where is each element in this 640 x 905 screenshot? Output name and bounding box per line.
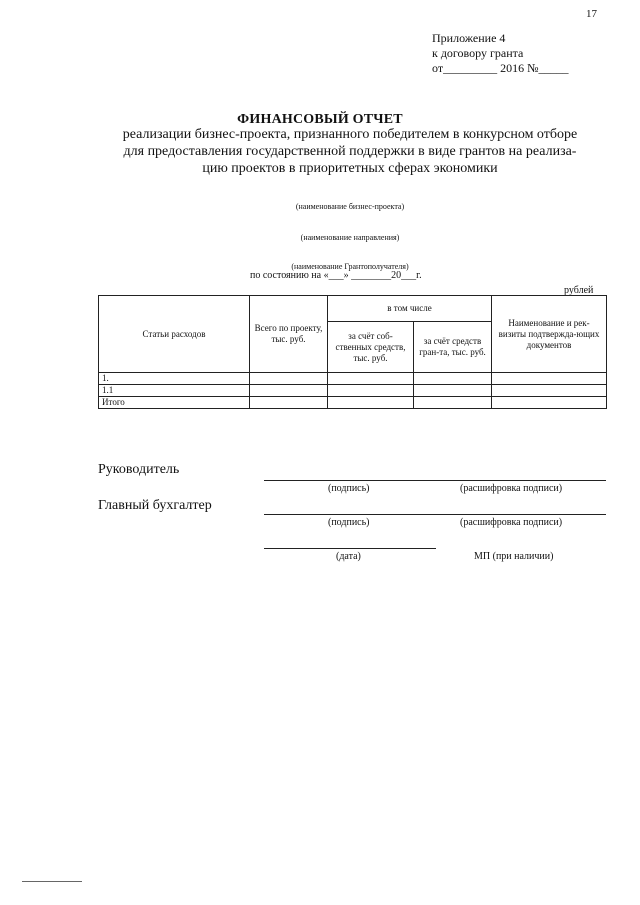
as-of-date: по состоянию на «___» ________20___г. (250, 270, 422, 281)
currency-label: рублей (564, 285, 594, 296)
report-subtitle (90, 126, 610, 177)
appendix-line-1: Приложение 4 (432, 31, 506, 45)
cell-own[interactable] (328, 373, 414, 385)
table-row (99, 385, 607, 397)
accountant-label: Главный бухгалтер (98, 498, 212, 513)
cell-docs[interactable] (492, 385, 607, 397)
head-signature-caption: (подпись) (328, 483, 370, 494)
row-label: 1.1 (99, 385, 250, 397)
subtitle-line-3: цию проектов в приоритетных сферах экономики (202, 161, 498, 176)
project-name-hint: (наименование бизнес-проекта) (295, 202, 405, 211)
cell-total[interactable] (250, 385, 328, 397)
subtitle-line-1: реализации бизнес-проекта, признанного победителем в конкурсном отборе (122, 127, 578, 142)
accountant-decode-caption: (расшифровка подписи) (460, 517, 563, 528)
page-number: 17 (586, 8, 597, 20)
date-caption: (дата) (336, 551, 361, 562)
cell-own[interactable] (328, 397, 414, 409)
cell-docs[interactable] (492, 373, 607, 385)
table-row (99, 397, 607, 409)
appendix-line-3: от_________ 2016 №_____ (432, 61, 569, 75)
cell-total[interactable] (250, 397, 328, 409)
subtitle-line-2: для предоставления государственной поддержки в виде грантов на реализа- (123, 144, 577, 159)
cell-grant[interactable] (414, 397, 492, 409)
scan-artifact-line (22, 881, 82, 882)
cell-total[interactable] (250, 373, 328, 385)
head-label: Руководитель (98, 462, 180, 477)
table-row (99, 373, 607, 385)
head-signature-line[interactable] (264, 480, 606, 481)
cell-grant[interactable] (414, 373, 492, 385)
head-decode-caption: (расшифровка подписи) (460, 483, 563, 494)
header-grant-funds: за счёт средств гран-та, тыс. руб. (414, 322, 492, 373)
cell-own[interactable] (328, 385, 414, 397)
cell-grant[interactable] (414, 385, 492, 397)
cell-docs[interactable] (492, 397, 607, 409)
header-expense-items: Статьи расходов (99, 296, 250, 373)
page-title: ФИНАНСОВЫЙ ОТЧЕТ (237, 112, 403, 127)
date-line[interactable] (264, 548, 436, 549)
row-label: 1. (99, 373, 250, 385)
header-documents: Наименование и рек-визиты подтвержда-ющих документов (492, 296, 607, 373)
appendix-line-2: к договору гранта (432, 46, 524, 60)
accountant-signature-line[interactable] (264, 514, 606, 515)
financial-report-table (98, 295, 607, 409)
stamp-caption: МП (при наличии) (474, 551, 554, 562)
header-own-funds: за счёт соб-ственных средств, тыс. руб. (328, 322, 414, 373)
row-label: Итого (99, 397, 250, 409)
recipient-hint: (наименование Грантополучателя) (291, 262, 409, 271)
direction-hint: (наименование направления) (300, 233, 400, 242)
header-total: Всего по проекту, тыс. руб. (250, 296, 328, 373)
header-including: в том числе (328, 296, 492, 322)
accountant-signature-caption: (подпись) (328, 517, 370, 528)
